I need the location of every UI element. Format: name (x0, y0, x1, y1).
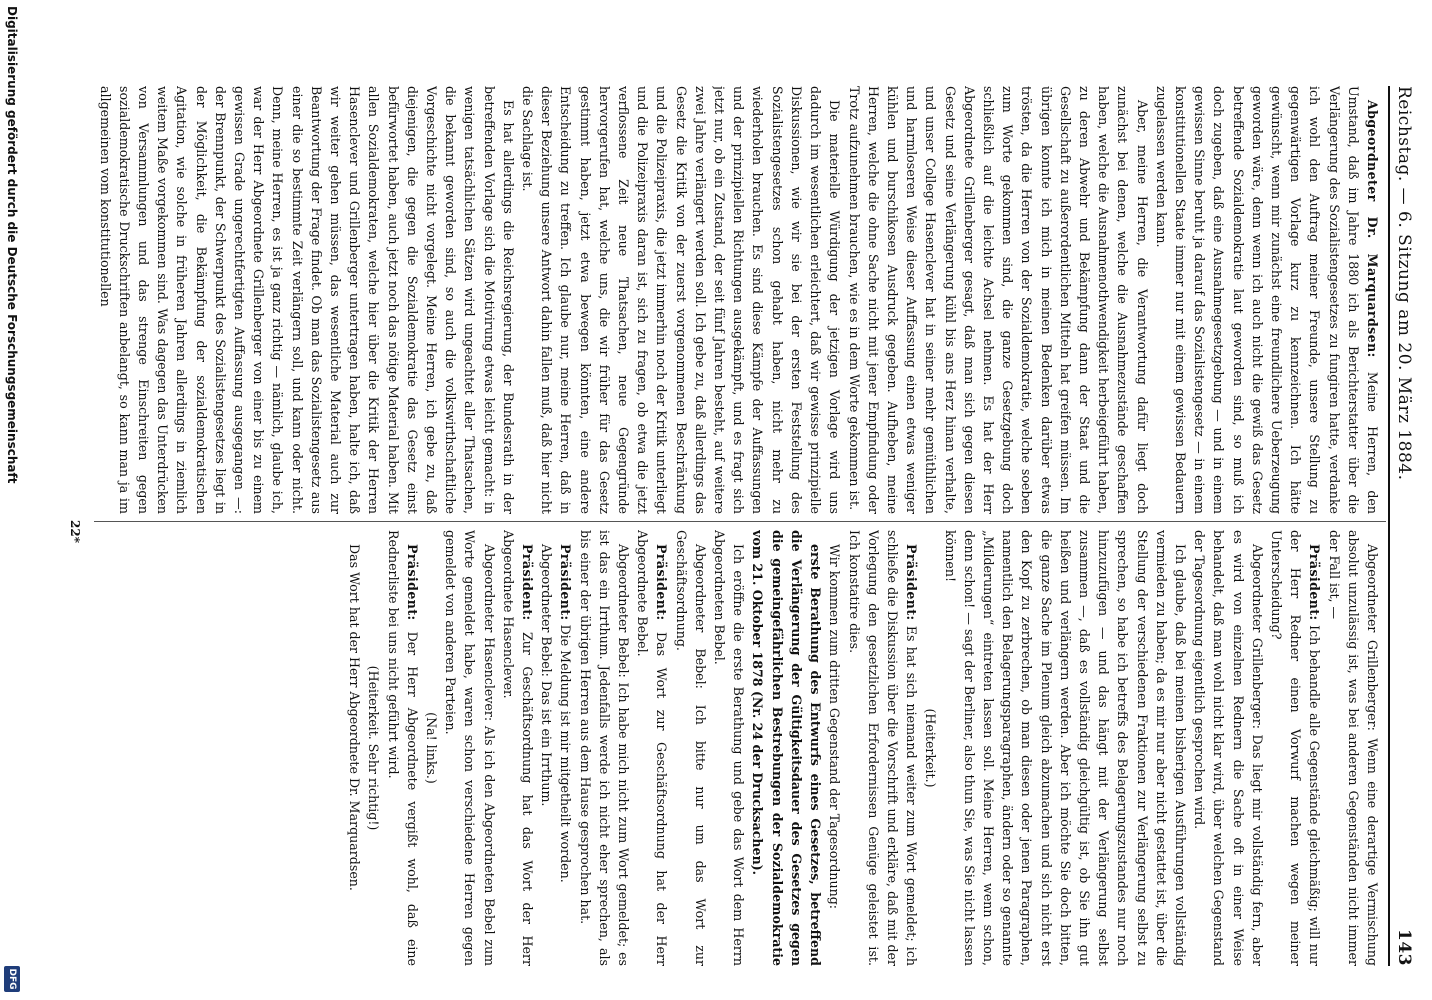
speaker-name: Präsident: (558, 544, 574, 621)
speech-text: Zur Geschäftsordnung hat das Wort der Herr Abgeordnete Hasenclever. (500, 530, 536, 966)
paragraph (556, 530, 575, 966)
paragraph: Abgeordneter Grillenberger: Wenn eine derartige Vermischung absolut unzulässig ist, was bei anderen Gegenständen nicht immer der Fall ist, — (1326, 530, 1380, 966)
paragraph: Aber, meine Herren, die Verantwortung dafür liegt doch zunächst bei denen, welche die Ausnahmezustände geschaffen haben, welche die Ausnahmenothwendigkeit herbeigeführt haben, zu deren Abwehr und Bekämpfung dann der Staat und die Gesellschaft zu außerordentlichen Mitteln hat greifen müssen. Im übrigen konnte ich mich in meinen Bedenken darüber etwas trösten, da die Herren von der Sozialdemokratie, welche soeben zum Worte gekommen sind, die ganze Gesetzgebung doch schließlich auf die leichte Achsel nehmen. Es hat der Herr Abgeordnete Grillenberger gesagt, daß man sich gegen diesen Gesetz und seine Verlängerung kühl bis ans Herz hinan verhalte, und unser College Hasenclever hat in seiner mehr gemüthlichen und harmloseren Weise dieser Auffassung einen etwas weniger kühlen und burschikosen Ausdruck gegeben. Aufheben, meine Herren, welche die ohne Sache nicht mit jener Empfindung oder Trotz aufzunehmen brauchen, wie es in dem Worte gekommen ist. (846, 86, 1150, 514)
speaker-name: Präsident: (904, 544, 920, 621)
digitization-note: Digitalisierung gefördert durch die Deutsche Forschungsgemeinschaft (5, 6, 19, 484)
paragraph: Abgeordneter Bebel: Das ist ein Irrthum. (539, 544, 555, 807)
page-number: 143 (1394, 929, 1414, 966)
paragraph (633, 530, 671, 966)
paragraph (499, 530, 537, 966)
speaker-name: Präsident: (520, 544, 536, 621)
interjection: (Heiterkeit.) (923, 708, 939, 788)
page-header (1392, 86, 1414, 966)
left-column (94, 86, 1382, 514)
paragraph: Abgeordneter Bebel: Ich bitte nur um das Wort zur Geschäftsordnung. (673, 530, 708, 966)
header-rule (1388, 86, 1390, 966)
speech-text: Ich behandle alle Gegenstände gleichmäßig; will nur der Herr Redner einen Vorwurf machen wegen meiner Unterscheidung? (1268, 530, 1323, 966)
paragraph (383, 530, 421, 966)
speaker-name: Abgeordneter Dr. Marquardsen: (1365, 100, 1380, 358)
paragraph (1152, 86, 1382, 514)
agenda-item: erste Berathung des Entwurfs eines Gesetzes, betreffend die Verlängerung der Gültigkeitsdauer des Gesetzes gegen die gemeingefährlichen Bestrebungen der Sozialdemokratie vom 21. Oktober 1878 (Nr. 24 der Drucksachen). (750, 530, 824, 966)
paragraph: Abgeordneter Bebel: Ich habe mich nicht zum Wort gemeldet; es ist das ein Irrthum. Jedenfalls werde ich nicht eher sprechen, als bis einer der übrigen Herren aus dem Hause gesprochen hat. (577, 530, 632, 966)
speech-text: Meine Herren, den Umstand, daß im Jahre 1880 ich als Berichterstatter über die Verlängerung des Sozialistengesetzes zu fungiren hatte, verdanke ich wohl den Auftrag meiner Freunde, unsere Stellung zu gegenwärtigen Vorlage kurz zu kennzeichnen. Ich hätte gewünscht, wenn mir zunächst eine freundlichere Ueberzeugung geworden wäre, denn wenn ich auch nicht die gewiß das Gesetz betreffende Sozialdemokratie laut geworden sind, so muß ich doch zugeben, daß eine Ausnahmegesetzgebung — und in einem gewissen Sinne beruht ja darauf das Sozialistengesetz — in einem konstitutionellen Staate immer nur mit einem gewissen Bedauern zugelassen werden kann. (1153, 86, 1380, 514)
interjection: (Heiterkeit. Sehr richtig!) (366, 665, 382, 831)
paragraph (844, 530, 921, 966)
speaker-name: Präsident: (1307, 544, 1323, 621)
digitization-sidebar (0, 0, 22, 1000)
speaker-name: Präsident: (654, 544, 670, 621)
paragraph: Es hat allerdings die Reichsregierung, der Bundesrath in der betreffenden Vorlage sich die Motivirung etwas leicht gemacht: in wenigen tatsächlichen Sätzen wird ungeachtet aller Thatsachen, die bekannt geworden sind, so auch die volkswirthschaftliche Vorgeschichte nicht vorgelegt. Meine Herren, ich gebe zu, daß diejenigen, die gegen die Sozialdemokratie das Gesetz einst befürwortet haben, auch jetzt noch das nötige Material haben. Mit allen Sozialdemokraten, welche hier über die Kritik der Herren Hasenclever und Grillenberger untertragen haben, halte ich, daß wir weiter gehen müssen, das wesentliche Material auch zur Beantwortung der Frage findet. Ob man das Sozialistengesetz aus einer die so bestimmte Zeit verlängern soll, und kann oder nicht. Denn, meine Herren, es ist ja ganz richtig — nämlich, glaube ich, war der Herr Abgeordnete Grillenberger von einer bis zu einem gewissen Grade ungerechtfertigten Auffassung ausgegangen —: der Brennpunkt, der Schwerpunkt des Sozialistengesetzes liegt in der Möglichkeit, die Bekämpfung der sozialdemokratischen Agitation, wie solche in früheren Jahren allerdings in ziemlich weitem Maße vorgekommen sind. Was dagegen das Unterdrücken von Versammlungen und das strenge Einschreiten gegen sozialdemokratische Druckschriften anbelangt, so kann man ja im allgemeinen vom konstitutionellen (97, 86, 516, 514)
interjection: (Na! links.) (424, 712, 440, 784)
sheet-signature: 22* (68, 520, 82, 543)
paragraph: Abgeordneter Grillenberger: Das liegt mir vollständig fern, aber es wird von einzelnen Rednern die Sache oft in einer Weise behandelt, daß man wohl nicht klar wird, über welchen Gegenstand der Tagesordnung eigentlich gesprochen wird. (1192, 530, 1265, 966)
header-title: Reichstag. — 6. Sitzung am 20. März 1884. (1394, 86, 1414, 481)
speaker-name: Präsident: (404, 544, 420, 621)
speech-text: Es hat sich niemand weiter zum Wort gemeldet; ich schließe die Diskussion über die Vorschrift und erkläre, daß mit der Vorlegung den gesetzlichen Erfordernissen Genüge geleistet ist. Ich konstatire dies. (846, 530, 920, 966)
paragraph: Das Wort hat der Herr Abgeordnete Dr. Marquardsen. (347, 544, 363, 891)
speech-text: Der Herr Abgeordnete vergißt wohl, daß eine Rednerliste bei uns nicht geführt wird. (385, 530, 420, 966)
paragraph: Ich glaube, daß bei meinen bisherigen Ausführungen vollständig vermieden zu haben; da es mir nur aber nicht gestattet ist, über die Stellung der verschiedenen Fraktionen zur Verlängerung selbst zu sprechen, so habe ich betreffs des Belagerungszustandes nur noch hinzuzufügen — und das hängt mit der Verlängerung selbst zusammen —, daß es vollständig gleichgültig ist, ob Sie ihn gut heißen und verlängern werden. Aber ich möchte Sie doch bitten, die ganze Sache im Plenum gleich abzumachen und sich nicht erst den Kopf zu zerbrechen, ob man diesen oder jenen Paragraphen, namentlich den Belagerungsparagraphen, ändern oder so genannte „Milderungen“ eintreten lassen soll. Meine Herren, wenn schon, denn schon! — sagt der Berliner, also thun Sie, was Sie nicht lassen können! (942, 530, 1188, 966)
paragraph: Abgeordneter Hasenclever: Als ich den Abgeordneten Bebel zum Worte gemeldet habe, waren schon verschiedene Herren gegen gemeldet von anderen Parteien. (443, 530, 497, 966)
paragraph: Die materielle Würdigung der jetzigen Vorlage wird uns dadurch im wesentlichen erleichtert, daß wir gewisse prinzipielle Diskussionen, wie wir sie bei der ersten Feststellung des Sozialistengesetzes schon gehabt haben, nicht mehr zu wiederholen brauchen. Es sind diese Kämpfe der Auffassungen und der prinzipiellen Richtungen ausgekämpft, und es fragt sich jetzt nur, ob ein Zustand, der seit fünf Jahren besteht, auf weitere zwei Jahre verlängert werden soll. Ich gebe zu, daß allerdings das Gesetz die Kritik von der zuerst vorgenommenen Beschränkung und die Polizeipraxis, die jetzt immerhin noch der Kritik unterliegt und die Polizeipraxis daran ist, sich zu fragen, ob etwa die jetzt verflossene Zeit neue Thatsachen, neue Gegengründe hervorgerufen hat, welche uns, die wir früher für das Gesetz gestimmt haben, jetzt etwa bewegen könnten, eine andere Entscheidung zu treffen. Ich glaube nur, meine Herren, daß in dieser Beziehung unsere Antwort dahin fallen muß, daß hier nicht die Sachlage ist. (520, 86, 843, 514)
paragraph: Ich eröffne die erste Berathung und gebe das Wort dem Herrn Abgeordneten Bebel. (712, 530, 747, 966)
column-separator (94, 521, 1386, 522)
speech-text: Das Wort zur Geschäftsordnung hat der Herr Abgeordnete Bebel. (635, 530, 670, 966)
paragraph: Wir kommen zum dritten Gegenstand der Tagesordnung: (827, 544, 843, 910)
right-column (94, 530, 1382, 966)
speech-text: Die Meldung ist mir mitgetheilt worden. (558, 620, 574, 883)
dfg-logo[interactable]: DFG (4, 966, 20, 992)
paragraph (1267, 530, 1325, 966)
